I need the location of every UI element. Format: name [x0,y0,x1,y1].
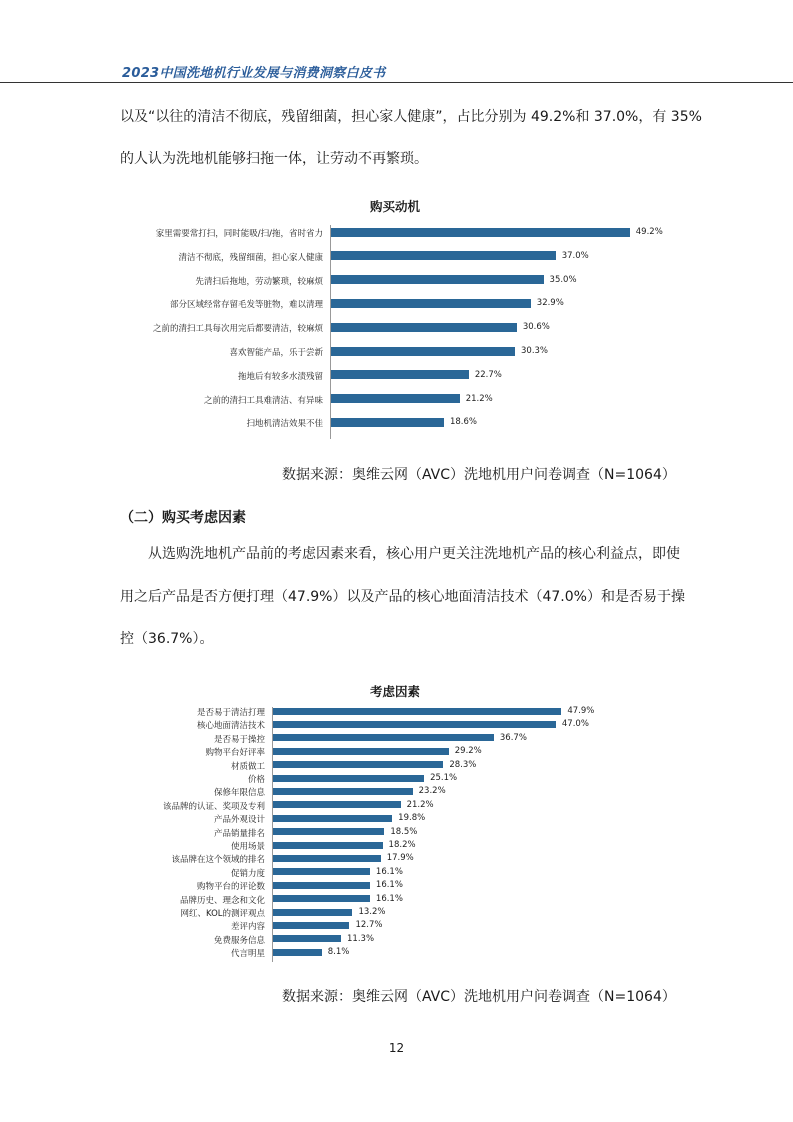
bar [273,828,384,835]
bar [273,801,401,808]
bar-category-label: 拖地后有较多水渍残留 [237,371,323,382]
bar-value-label: 16.1% [375,866,403,877]
bar-value-label: 37.0% [561,250,589,261]
bar-category-label: 购物平台的评论数 [196,882,265,893]
bar [331,418,444,427]
bar-value-label: 22.7% [474,369,502,380]
bar [331,323,517,332]
paragraph-1-line-2: 的人认为洗地机能够扫拖一体，让劳动不再繁琐。 [120,151,428,167]
paragraph-2-line-3: 控（36.7%）。 [120,631,214,647]
bar-value-label: 8.1% [327,947,350,958]
bar [273,882,370,889]
source-note-2: 数据来源：奥维云网（AVC）洗地机用户问卷调查（N=1064） [282,989,676,1005]
bar-category-label: 该品牌的认证、奖项及专利 [162,801,265,812]
bar [273,855,381,862]
bar-value-label: 29.2% [454,746,482,757]
paragraph-2-line-2: 用之后产品是否方便打理（47.9%）以及产品的核心地面清洁技术（47.0%）和是否易于操 [120,589,685,605]
bar [331,228,630,237]
bar-category-label: 扫地机清洁效果不佳 [246,419,323,430]
bar [273,761,443,768]
chart-motivation-title: 购买动机 [369,199,420,214]
bar-value-label: 21.2% [406,799,434,810]
bar-value-label: 18.6% [449,417,477,428]
section-heading: （二）购买考虑因素 [120,510,246,526]
bar-value-label: 35.0% [549,274,577,285]
bar-value-label: 36.7% [499,732,527,743]
bar-category-label: 部分区域经常存留毛发等脏物，难以清理 [169,300,323,311]
bar-value-label: 17.9% [386,853,414,864]
bar-value-label: 12.7% [355,920,383,931]
bar [331,299,531,308]
bar-value-label: 11.3% [347,933,375,944]
bar [331,347,515,356]
bar [273,922,349,929]
page-number: 12 [388,1041,405,1055]
bar-category-label: 产品销量排名 [213,828,265,839]
bar-category-label: 是否易于操控 [213,734,265,745]
bar [273,788,413,795]
bar-category-label: 材质做工 [230,761,265,772]
paragraph-2-line-1: 从选购洗地机产品前的考虑因素来看，核心用户更关注洗地机产品的核心利益点，即使 [148,546,680,562]
bar-value-label: 49.2% [635,227,663,237]
bar-category-label: 免费服务信息 [213,935,265,946]
bar-value-label: 30.6% [522,322,550,333]
bar [273,868,370,875]
bar-value-label: 25.1% [430,773,458,783]
bar-category-label: 价格 [247,775,265,785]
bar-category-label: 购物平台好评率 [205,748,265,759]
header-title: 2023中国洗地机行业发展与消费洞察白皮书 [122,66,386,81]
bar-category-label: 家里需要常打扫，同时能吸/扫/拖，省时省力 [155,229,323,239]
bar [331,275,544,284]
bar [273,775,424,782]
bar-category-label: 代言明星 [230,949,265,960]
bar [273,895,370,902]
bar [273,708,561,715]
bar-category-label: 产品外观设计 [213,815,265,826]
bar-category-label: 网红、KOL的测评观点 [180,909,265,919]
bar-value-label: 30.3% [521,346,549,356]
bar [273,909,352,916]
bar-category-label: 核心地面清洁技术 [196,721,265,732]
bar-value-label: 47.0% [561,719,589,730]
bar-value-label: 23.2% [418,786,446,797]
bar [331,394,460,403]
paragraph-1-line-1: 以及“以往的清洁不彻底，残留细菌，担心家人健康”，占比分别为 49.2%和 37.0%，有 35% [120,109,702,125]
bar-category-label: 先清扫后拖地，劳动繁琐，较麻烦 [195,276,323,287]
bar-value-label: 16.1% [375,880,403,891]
bar-value-label: 47.9% [567,706,595,716]
bar [273,734,494,741]
bar [273,949,322,956]
bar-value-label: 21.2% [465,393,493,404]
bar-category-label: 差评内容 [230,922,265,933]
bar-category-label: 促销力度 [230,868,265,879]
bar-value-label: 18.5% [390,826,418,837]
bar-category-label: 之前的清扫工具每次用完后都要清洁，较麻烦 [152,324,323,335]
bar-value-label: 32.9% [536,298,564,309]
bar-category-label: 清洁不彻底，残留细菌，担心家人健康 [178,252,323,263]
bar [273,842,383,849]
bar [273,748,449,755]
bar-category-label: 该品牌在这个领域的排名 [171,855,265,866]
bar-value-label: 28.3% [449,759,477,770]
bar-category-label: 品牌历史、理念和文化 [179,895,265,906]
bar [331,370,469,379]
bar-category-label: 保修年限信息 [213,788,265,799]
chart-factors-title: 考虑因素 [369,684,420,699]
bar [331,251,556,260]
bar-category-label: 喜欢智能产品，乐于尝新 [229,348,323,358]
bar-value-label: 18.2% [388,840,416,850]
bar-category-label: 是否易于清洁打理 [196,708,265,718]
bar [273,721,556,728]
source-note-1: 数据来源：奥维云网（AVC）洗地机用户问卷调查（N=1064） [282,467,676,483]
bar-value-label: 16.1% [375,893,403,904]
bar [273,815,392,822]
bar-category-label: 使用场景 [230,842,265,852]
bar-value-label: 13.2% [358,907,386,917]
header-rule [0,82,793,83]
bar-category-label: 之前的清扫工具难清洁、有异味 [203,395,323,406]
bar [273,935,341,942]
bar-value-label: 19.8% [398,813,426,824]
